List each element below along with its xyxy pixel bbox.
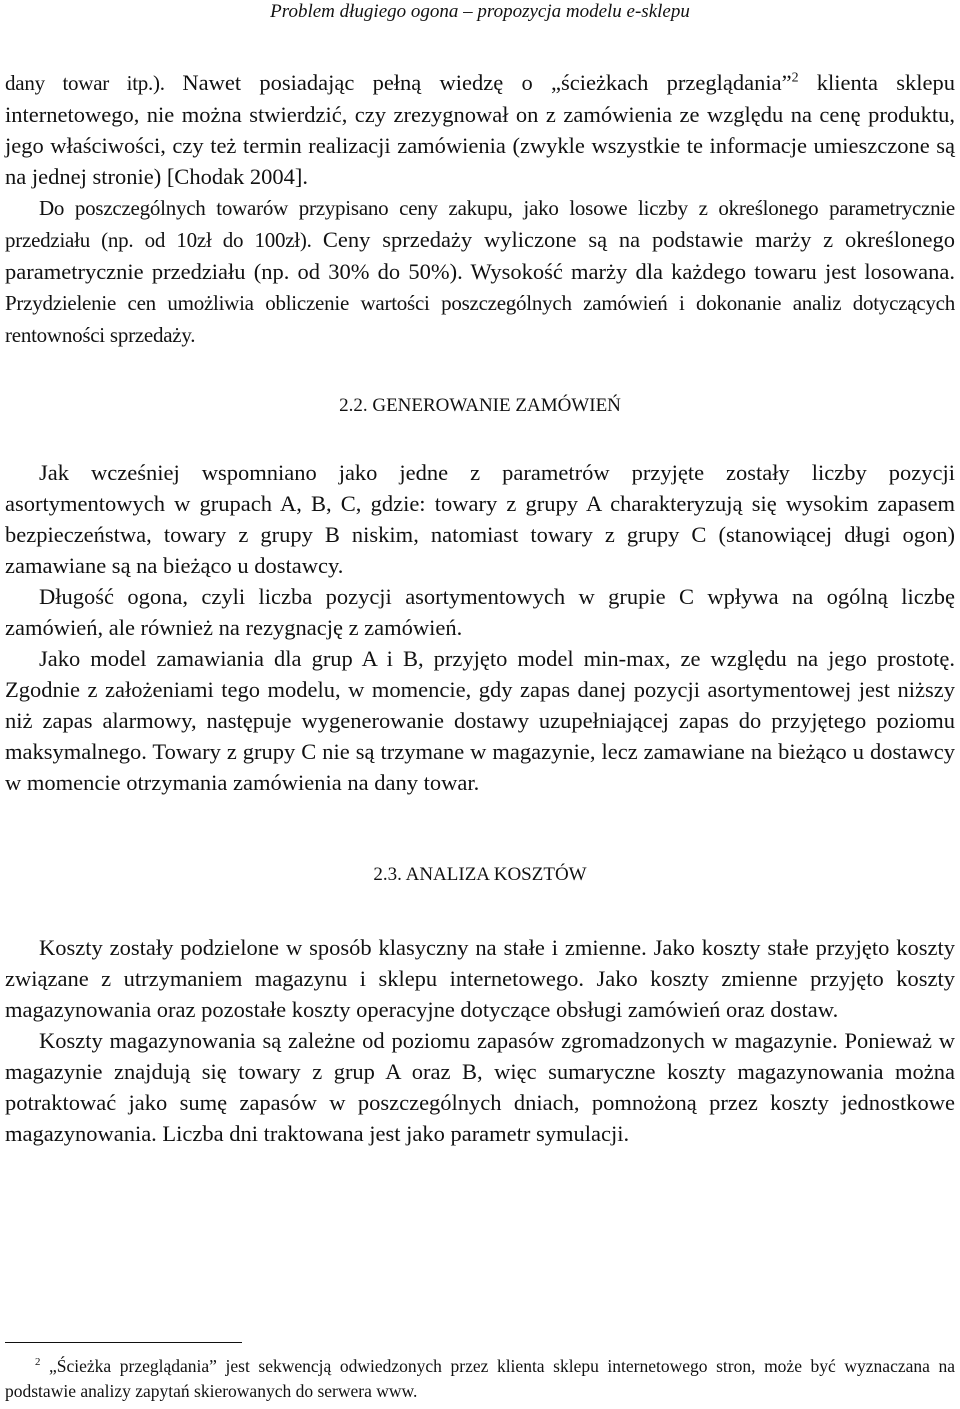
page-body: [5, 67, 955, 1149]
paragraph-2: [5, 192, 955, 351]
paragraph-1-part-c: klienta sklepu internetowego, nie można stwierdzić, czy zrezygnował on z zamówienia ze względu na cenę produktu, jego właściwości, czy też termin realizacji zamówienia (zwykle wszystkie te informacje umieszczone są na jednej stronie) [Chodak 2004].: [5, 70, 956, 189]
section-heading-2-3: 2.3. ANALIZA KOSZTÓW: [373, 864, 587, 885]
paragraph-2-part-b: Ceny sprzedaży wyliczone są na podstawie marży z określonego parametrycznie przedziału (np. od 30% do 50%). Wysokość marży dla każdego towaru jest losowana.: [5, 227, 955, 284]
running-header: Problem długiego ogona – propozycja modelu e-sklepu: [270, 1, 690, 22]
paragraph-2-part-c: Przydzielenie cen umożliwia obliczenie wartości poszczególnych zamówień i dokonanie analiz dotyczących rentowności sprzedaży.: [5, 291, 955, 347]
paragraph-7: Koszty magazynowania są zależne od poziomu zapasów zgromadzonych w magazynie. Ponieważ w magazynie znajdują się towary z grup A oraz B, więc sumaryczne koszty magazynowania można potraktować jako sumę zapasów w poszczególnych dniach, pomnożoną przez koszty jednostkowe magazynowania. Liczba dni traktowana jest jako parametr symulacji.: [5, 1028, 955, 1146]
paragraph-4: Długość ogona, czyli liczba pozycji asortymentowych w grupie C wpływa na ogólną liczbę zamówień, ale również na rezygnację z zamówień.: [5, 584, 955, 640]
paragraph-1-part-b: Nawet posiadając pełną wiedzę o „ścieżkach przeglądania”: [182, 70, 792, 95]
footnote-ref: 2: [791, 70, 799, 86]
footnote-2: [5, 1354, 955, 1404]
paragraph-6: Koszty zostały podzielone w sposób klasyczny na stałe i zmienne. Jako koszty stałe przyjęto koszty związane z utrzymaniem magazynu i sklepu internetowego. Jako koszty zmienne przyjęto koszty magazynowania oraz pozostałe koszty operacyjne dotyczące obsługi zamówień oraz dostaw.: [5, 935, 955, 1022]
section-heading-2-2: 2.2. GENEROWANIE ZAMÓWIEŃ: [339, 395, 621, 416]
paragraph-2-part-a: Do poszczególnych towarów przypisano ceny zakupu, jako losowe liczby z określonego parametrycznie przedziału (np. od 10zł do 100zł).: [5, 196, 955, 252]
paragraph-5: Jako model zamawiania dla grup A i B, przyjęto model min-max, ze względu na jego prostotę. Zgodnie z założeniami tego modelu, w momencie, gdy zapas danej pozycji asortymentowej jest niższy niż zapas alarmowy, następuje wygenerowanie dostawy uzupełniającej zapas do przyjętego poziomu maksymalnego. Towary z grupy C nie są trzymane w magazynie, lecz zamawiane na bieżąco u dostawcy w momencie otrzymania zamówienia na dany towar.: [5, 646, 955, 795]
paragraph-3: Jak wcześniej wspomniano jako jedne z parametrów przyjęte zostały liczby pozycji asortymentowych w grupach A, B, C, gdzie: towary z grupy A charakteryzują się wysokim zapasem bezpieczeństwa, towary z grupy B niskim, natomiast towary z grupy C (stanowiącej długi ogon) zamawiane są na bieżąco u dostawcy.: [5, 460, 955, 578]
footnote-number: 2: [35, 1356, 41, 1369]
paragraph-1-start: dany towar itp.).: [5, 71, 183, 95]
footnote-divider: [5, 1342, 242, 1343]
footnote-text: „Ścieżka przeglądania” jest sekwencją odwiedzonych przez klienta sklepu internetowego stron, może być wyznaczana na podstawie analizy zapytań skierowanych do serwera www.: [5, 1356, 955, 1401]
paragraph-1: [5, 67, 955, 192]
